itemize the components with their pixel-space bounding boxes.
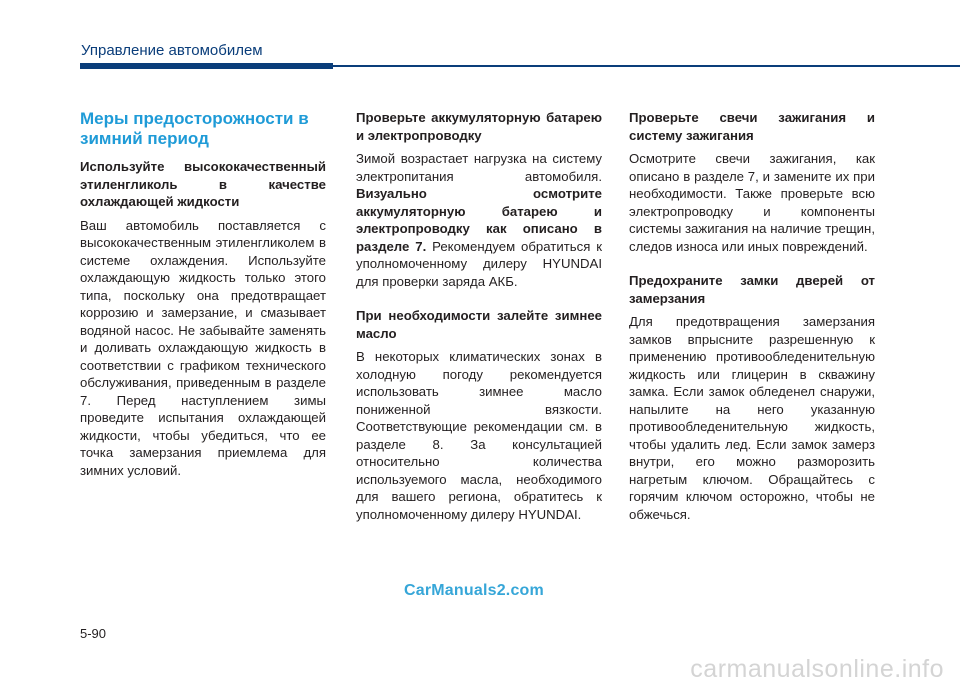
subheading-winter-oil: При необходимости залейте зимнее масло (356, 308, 602, 341)
section-header-title: Управление автомобилем (81, 42, 263, 59)
subheading-door-locks: Предохраните замки дверей от замерзания (629, 273, 875, 306)
watermark-link[interactable]: CarManuals2.com (404, 582, 544, 599)
column-1 (80, 109, 326, 479)
paragraph-coolant: Ваш автомобиль поставляется с высококачественным этиленгликолем в системе охлаждения. Используйте охлаждающую жидкость только этого типа, поскольку она предотвращает коррозию и замерзание, и смазывает водяной насос. Не забывайте заменять и доливать охлаждающую жидкость в соответствии с графиком технического обслуживания, приведенным в разделе 7. Перед наступлением зимы проведите испытания охлаждающей жидкости, чтобы убедиться, что ее точка замерзания приемлема для зимних условий. (80, 217, 326, 478)
paragraph-battery (356, 150, 602, 290)
battery-text-a: Зимой возрастает нагрузка на систему электропитания автомобиля. (356, 151, 602, 184)
header-rule-accent (80, 63, 333, 69)
header-rule-line (333, 65, 960, 67)
page-number: 5-90 (80, 626, 107, 641)
column-3 (629, 109, 875, 523)
subheading-spark-plugs: Проверьте свечи зажигания и систему зажигания (629, 110, 875, 143)
subheading-battery: Проверьте аккумуляторную батарею и электропроводку (356, 110, 602, 143)
subheading-coolant: Используйте высококачественный этиленгликоль в качестве охлаждающей жидкости (80, 159, 326, 209)
paragraph-spark-plugs: Осмотрите свечи зажигания, как описано в разделе 7, и замените их при необходимости. Также проверьте всю электропроводку и компоненты системы зажигания на наличие трещин, следов износа или иных повреждений. (629, 151, 875, 254)
paragraph-door-locks: Для предотвращения замерзания замков впрысните разрешенную к применению противообледенительную жидкость или глицерин в скважину замка. Если замок обледенел снаружи, напылите на него указанную противообледенительную жидкость, чтобы удалить лед. Если замок замерз внутри, его можно разморозить нагретым ключом. Обращайтесь с горячим ключом осторожно, чтобы не обжечься. (629, 314, 875, 522)
paragraph-winter-oil: В некоторых климатических зонах в холодную погоду рекомендуется использовать зимнее масло пониженной вязкости. Соответствующие рекомендации см. в разделе 8. За консультацией относительно количества используемого масла, необходимого для вашего региона, обратитесь к уполномоченному дилеру HYUNDAI. (356, 349, 602, 522)
battery-text-c: Рекомендуем обратиться к уполномоченному дилеру HYUNDAI для проверки заряда АКБ. (356, 238, 602, 289)
footer-watermark: carmanualsonline.info (690, 655, 944, 683)
column-2 (356, 109, 602, 523)
battery-text-bold: Визуально осмотрите аккумуляторную батарею и электропроводку как описано в разделе 7. (356, 186, 602, 254)
section-title: Меры предосторожности в зимний период (80, 109, 309, 148)
header-rule (80, 63, 960, 69)
